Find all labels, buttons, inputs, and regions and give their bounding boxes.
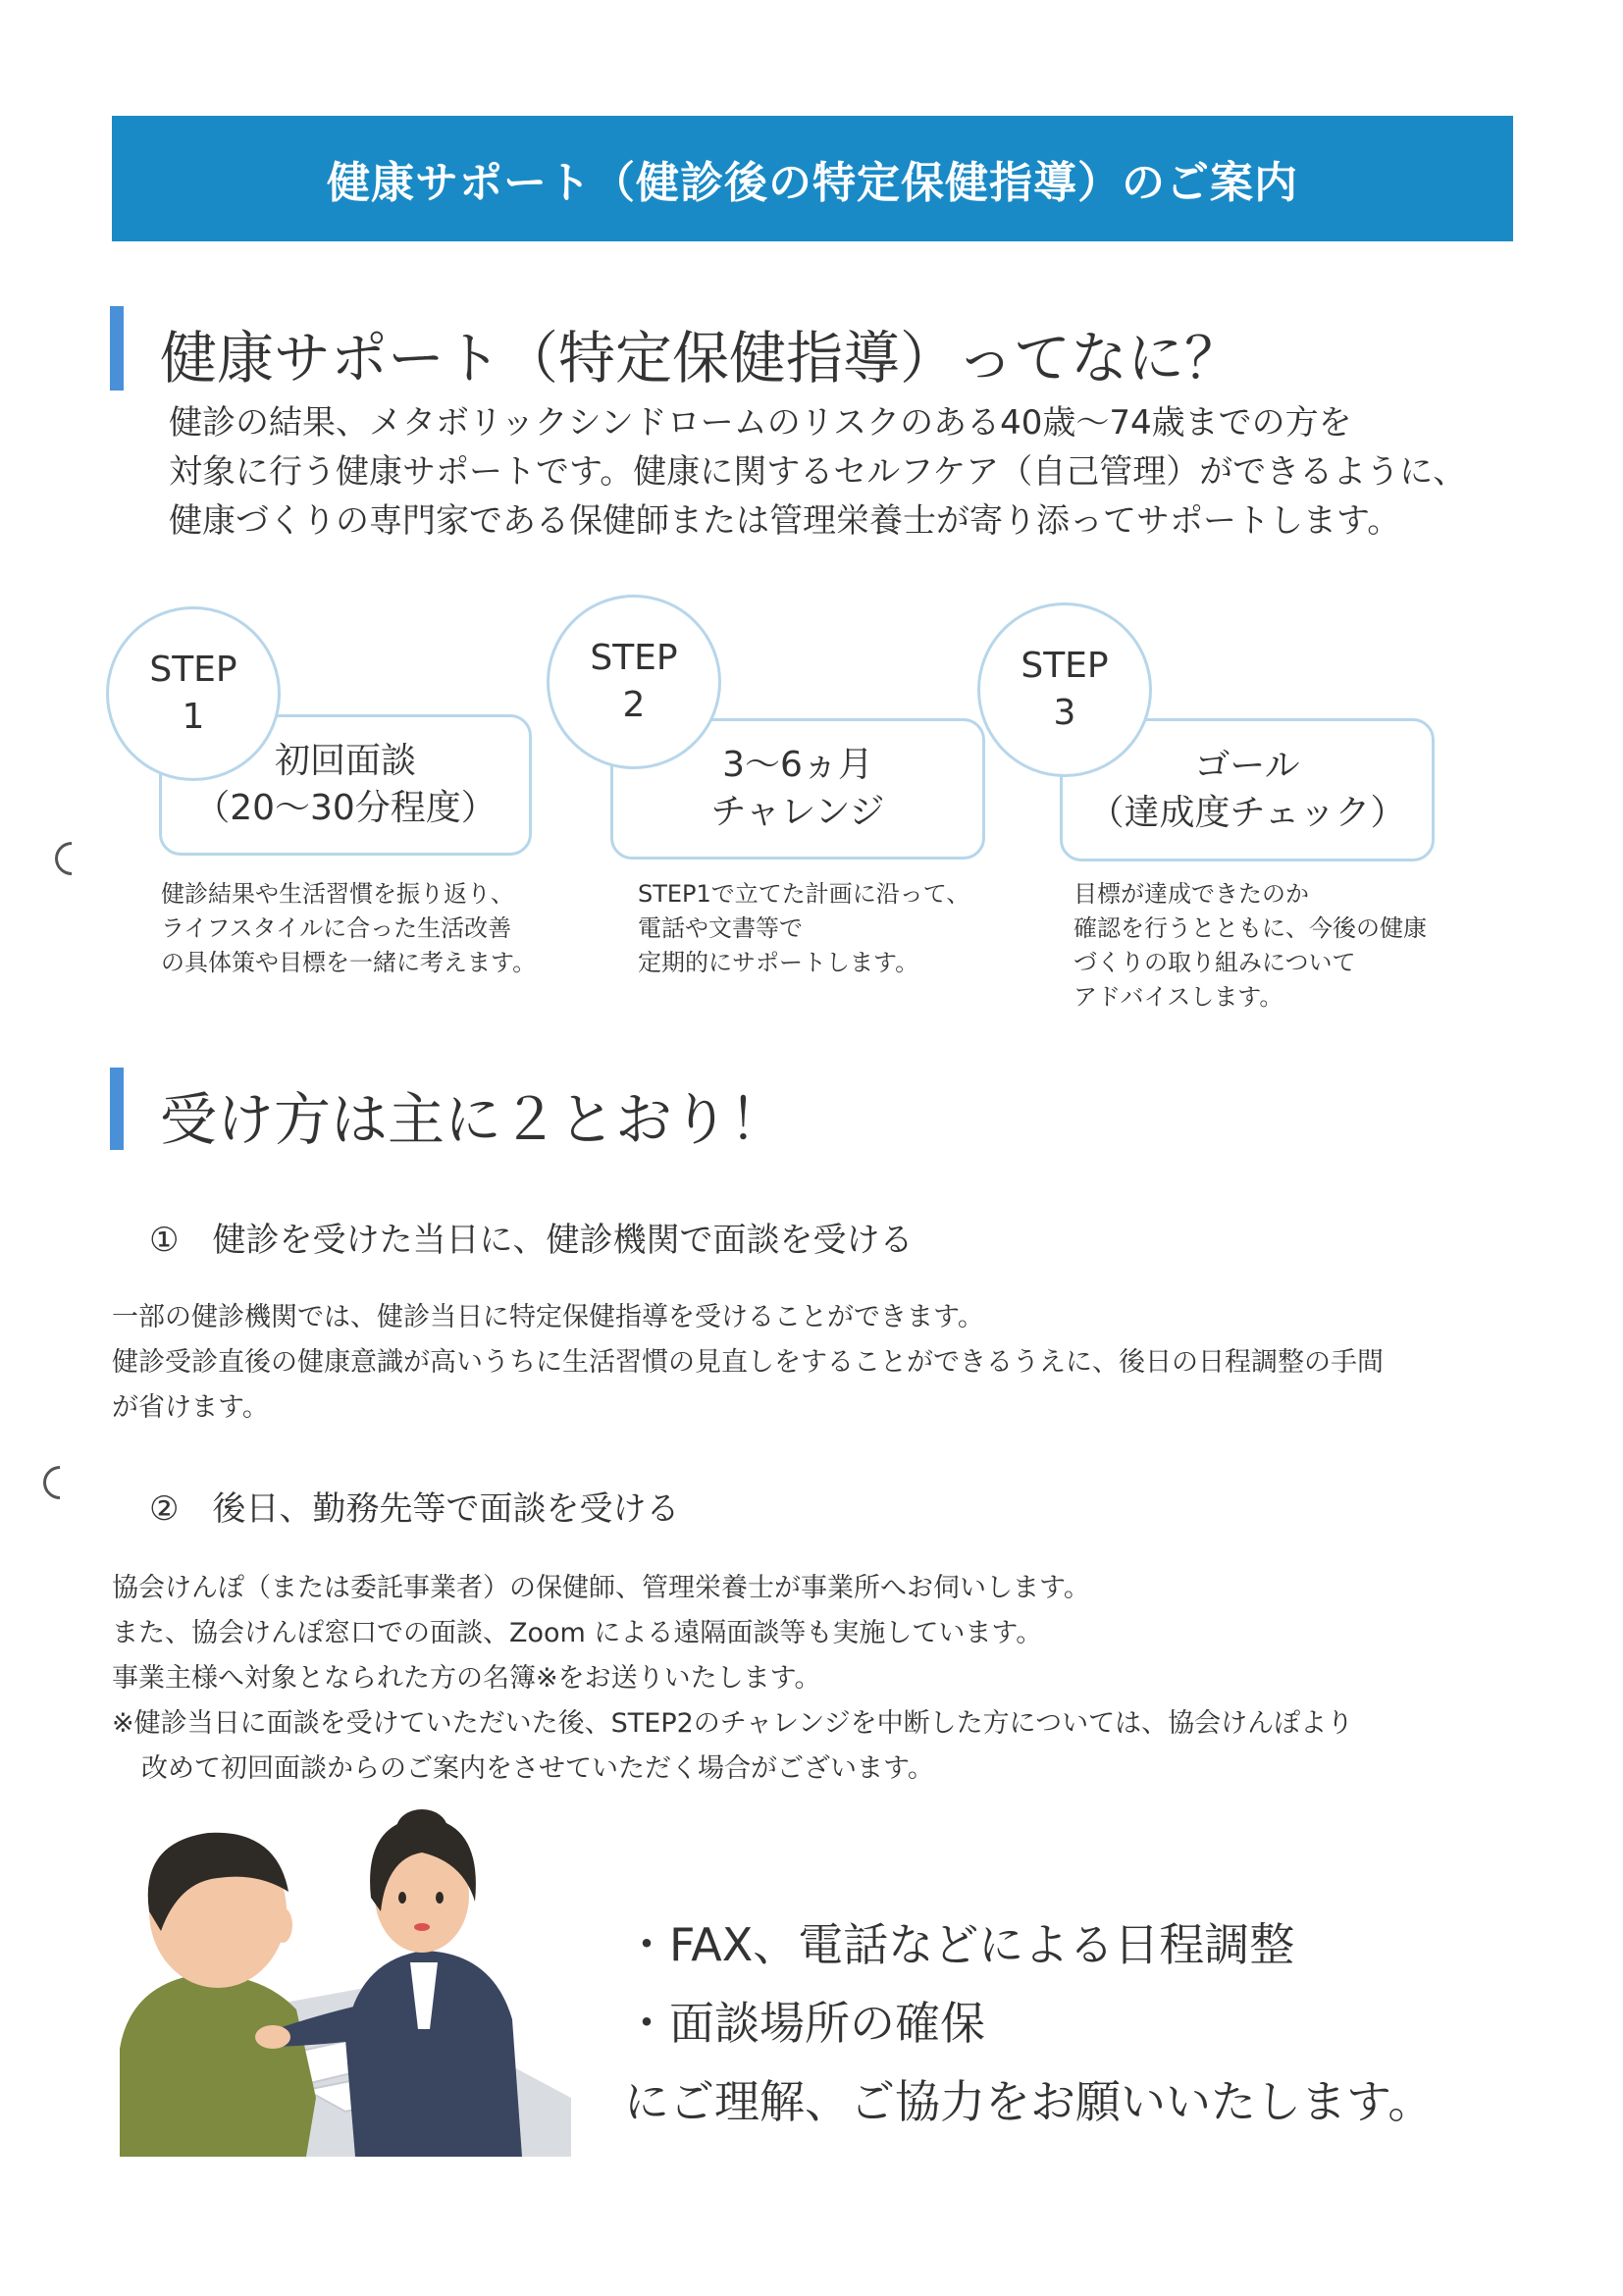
closing-line: ・FAX、電話などによる日程調整 [624, 1918, 1295, 1971]
body-line: 一部の健診機関では、健診当日に特定保健指導を受けることができます。 [112, 1302, 984, 1332]
step-desc-line: づくりの取り組みについて [1073, 949, 1356, 976]
step-desc-line: アドバイスします。 [1073, 983, 1283, 1011]
step-desc-line: 健診結果や生活習慣を振り返り、 [161, 880, 514, 908]
step-label: STEP [149, 650, 237, 690]
step-desc-line: 電話や文書等で [638, 914, 803, 942]
method-1-body [112, 1295, 1384, 1431]
banner-title: 健康サポート（健診後の特定保健指導）のご案内 [327, 158, 1298, 208]
body-line: 協会けんぽ（または委託事業者）の保健師、管理栄養士が事業所へお伺いします。 [112, 1573, 1090, 1603]
consultation-illustration-svg [110, 1803, 571, 2157]
closing-line: ・面談場所の確保 [624, 1997, 985, 2050]
step-desc-line: の具体策や目標を一緒に考えます。 [161, 949, 537, 976]
intro-text [169, 398, 1466, 546]
body-line: が省けます。 [112, 1392, 269, 1423]
page-banner [112, 116, 1513, 241]
step-2-badge [547, 595, 721, 769]
step-label: STEP [1021, 646, 1109, 686]
method-2-body [112, 1566, 1353, 1792]
body-line: 事業主様へ対象となられた方の名簿※をお送りいたします。 [112, 1663, 821, 1694]
scan-mark [48, 835, 95, 882]
section-title-methods: 受け方は主に２とおり！ [160, 1086, 787, 1153]
intro-line: 健診の結果、メタボリックシンドロームのリスクのある40歳～74歳までの方を [169, 403, 1352, 443]
method-1-title: ① 健診を受けた当日に、健診機関で面談を受ける [149, 1221, 914, 1260]
step-2-description [638, 877, 969, 980]
step-box-line: （20～30分程度） [194, 788, 497, 828]
intro-line: 対象に行う健康サポートです。健康に関するセルフケア（自己管理）ができるように、 [169, 452, 1467, 492]
step-box-line: （達成度チェック） [1088, 793, 1406, 833]
step-3-badge [977, 602, 1152, 777]
step-desc-line: STEP1で立てた計画に沿って、 [638, 880, 970, 908]
step-desc-line: 定期的にサポートします。 [638, 949, 919, 976]
step-box-line: ゴール [1194, 746, 1300, 786]
step-label: STEP [590, 638, 678, 678]
section-title-what: 健康サポート（特定保健指導）ってなに？ [160, 325, 1242, 391]
step-box-line: チャレンジ [710, 792, 885, 832]
step-1-badge [106, 606, 281, 781]
step-box-line: 初回面談 [274, 741, 416, 781]
section-marker [110, 306, 124, 391]
body-line: 改めて初回面談からのご案内をさせていただく場合がございます。 [141, 1753, 934, 1784]
step-desc-line: ライフスタイルに合った生活改善 [161, 914, 512, 942]
step-desc-line: 確認を行うとともに、今後の健康 [1073, 914, 1427, 942]
intro-line: 健康づくりの専門家である保健師または管理栄養士が寄り添ってサポートします。 [169, 501, 1401, 541]
consultation-illustration [110, 1803, 571, 2157]
method-2-title: ② 後日、勤務先等で面談を受ける [149, 1489, 680, 1529]
body-line: 健診受診直後の健康意識が高いうちに生活習慣の見直しをすることができるうえに、後日の日程調整の手間 [112, 1347, 1384, 1378]
section-marker [110, 1068, 124, 1150]
scan-mark [36, 1459, 83, 1506]
step-number: 3 [1053, 693, 1076, 733]
step-number: 1 [182, 697, 205, 737]
step-3-description [1073, 877, 1427, 1015]
body-line: また、協会けんぽ窓口での面談、Zoom による遠隔面談等も実施しています。 [112, 1618, 1043, 1648]
step-1-description [161, 877, 536, 980]
closing-line: にご理解、ご協力をお願いいたします。 [624, 2075, 1434, 2128]
step-number: 2 [622, 685, 646, 725]
step-desc-line: 目標が達成できたのか [1073, 880, 1309, 908]
step-box-line: 3～6ヵ月 [722, 745, 873, 785]
body-line: ※健診当日に面談を受けていただいた後、STEP2のチャレンジを中断した方については、協会けんぽより [112, 1708, 1354, 1739]
